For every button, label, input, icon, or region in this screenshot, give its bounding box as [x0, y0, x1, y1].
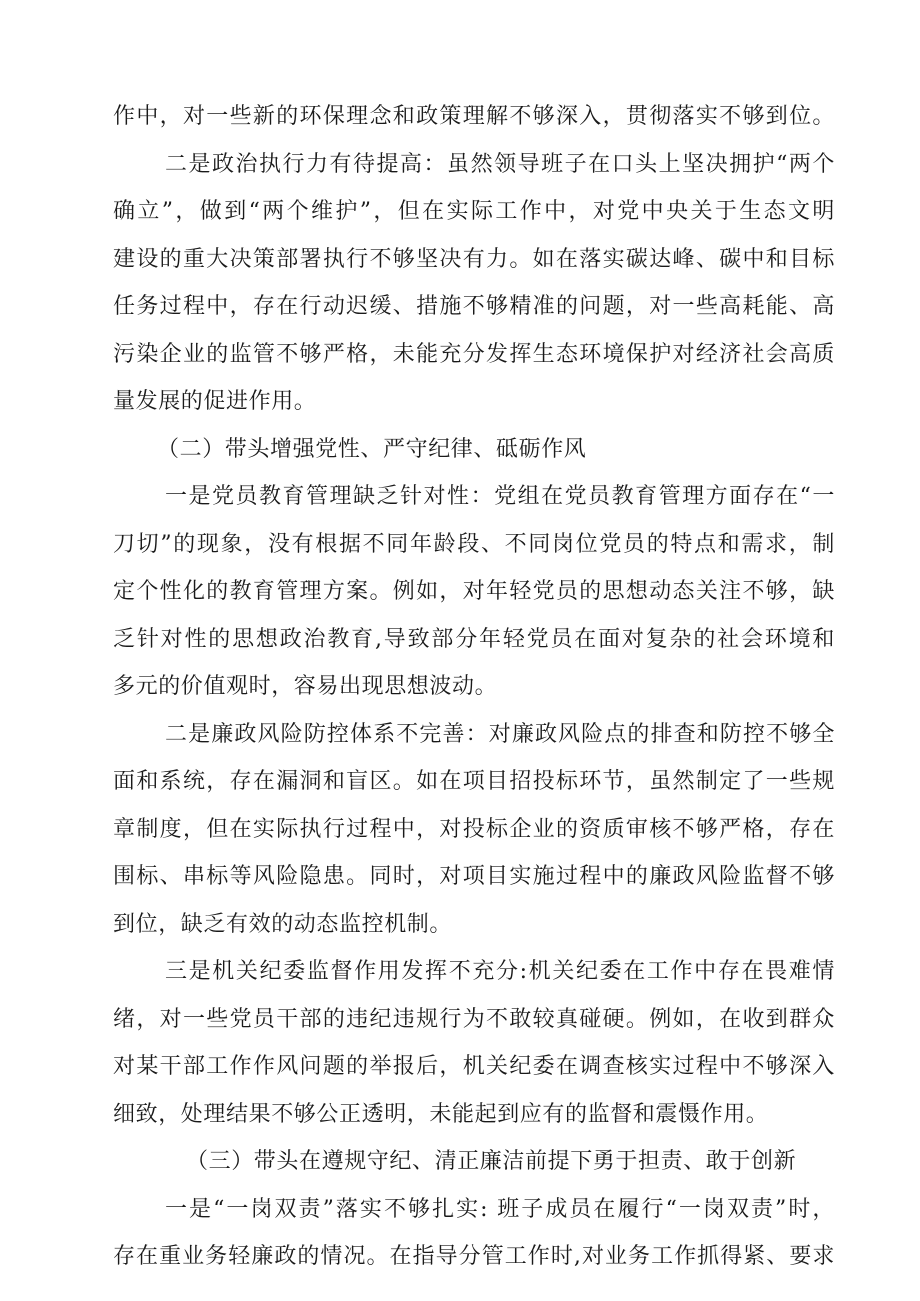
text-line: 章制度，但在实际执行过程中，对投标企业的资质审核不够严格，存在 — [113, 816, 835, 842]
paragraph-start-line: 二是政治执行力有待提高：虽然领导班子在口头上坚决拥护“两个 — [165, 151, 835, 177]
paragraph-start-line: 二是廉政风险防控体系不完善：对廉政风险点的排查和防控不够全 — [165, 721, 835, 747]
text-line: 任务过程中，存在行动迟缓、措施不够精准的问题，对一些高耗能、高 — [113, 294, 835, 319]
text-line: 污染企业的监管不够严格，未能充分发挥生态环境保护对经济社会高质 — [113, 341, 835, 367]
text-line: 作中，对一些新的环保理念和政策理解不够深入，贯彻落实不够到位。 — [113, 104, 835, 129]
text-line: 乏针对性的思想政治教育,导致部分年轻党员在面对复杂的社会环境和 — [113, 626, 835, 652]
paragraph-end-line: 到位，缺乏有效的动态监控机制。 — [113, 911, 453, 937]
text-line: 存在重业务轻廉政的情况。在指导分管工作时,对业务工作抓得紧、要求 — [113, 1244, 835, 1269]
text-line: 确立”，做到“两个维护”，但在实际工作中，对党中央关于生态文明 — [113, 199, 835, 224]
text-line: 绪，对一些党员干部的违纪违规行为不敢较真碰硬。例如，在收到群众 — [113, 1006, 835, 1032]
paragraph-start-line: 三是机关纪委监督作用发挥不充分:机关纪委在工作中存在畏难情 — [165, 959, 835, 984]
paragraph-start-line: 一是“一岗双责”落实不够扎实: 班子成员在履行“一岗双责”时， — [165, 1196, 835, 1222]
paragraph-end-line: 多元的价值观时，容易出现思想波动。 — [113, 674, 498, 699]
paragraph-end-line: 细致，处理结果不够公正透明，未能起到应有的监督和震慑作用。 — [113, 1101, 769, 1127]
text-line: 定个性化的教育管理方案。例如，对年轻党员的思想动态关注不够，缺 — [113, 579, 835, 604]
section-heading: （二）带头增强党性、严守纪律、砥砺作风 — [157, 436, 587, 462]
text-line: 刀切”的现象，没有根据不同年龄段、不同岗位党员的特点和需求，制 — [113, 531, 835, 557]
text-line: 对某干部工作作风问题的举报后，机关纪委在调查核实过程中不够深入 — [113, 1054, 835, 1079]
text-line: 围标、串标等风险隐患。同时，对项目实施过程中的廉政风险监督不够 — [113, 864, 835, 889]
paragraph-start-line: 一是党员教育管理缺乏针对性：党组在党员教育管理方面存在“一 — [165, 484, 835, 509]
text-line: 面和系统，存在漏洞和盲区。如在项目招投标环节，虽然制定了一些规 — [113, 769, 835, 794]
paragraph-end-line: 量发展的促进作用。 — [113, 389, 317, 414]
section-heading: （三）带头在遵规守纪、清正廉洁前提下勇于担责、敢于创新 — [186, 1149, 797, 1174]
text-line: 建设的重大决策部署执行不够坚决有力。如在落实碳达峰、碳中和目标 — [113, 246, 835, 272]
document-page — [113, 98, 835, 1286]
